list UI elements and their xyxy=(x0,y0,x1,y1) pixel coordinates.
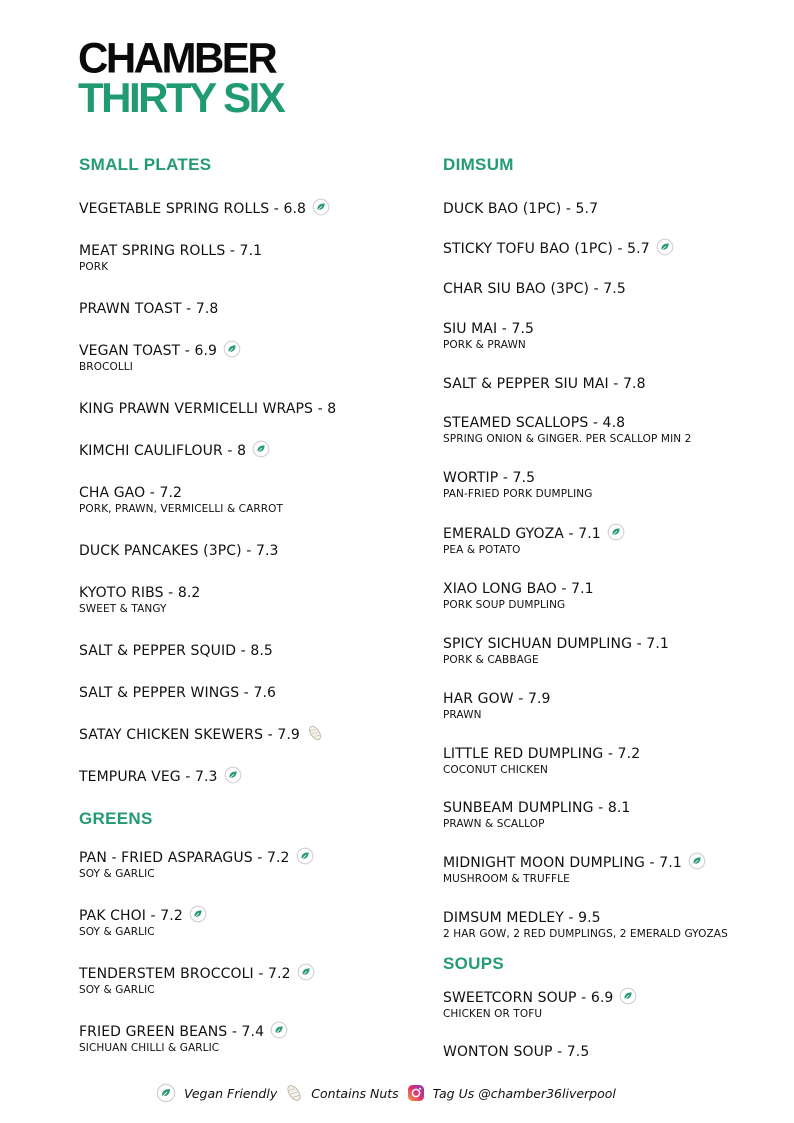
menu-item-name: STEAMED SCALLOPS - 4.8 xyxy=(443,415,626,431)
menu-item xyxy=(443,907,728,941)
vegan-leaf-icon xyxy=(224,766,242,784)
menu-item-name: VEGETABLE SPRING ROLLS - 6.8 xyxy=(79,201,307,217)
menu-item xyxy=(443,578,594,612)
menu-item-description: SOY & GARLIC xyxy=(79,926,155,938)
menu-item-name: MIDNIGHT MOON DUMPLING - 7.1 xyxy=(443,855,682,871)
menu-item xyxy=(443,852,706,886)
menu-item-row xyxy=(443,578,594,598)
menu-item xyxy=(443,238,674,258)
menu-item-name: CHAR SIU BAO (3PC) - 7.5 xyxy=(443,281,626,297)
menu-item-row xyxy=(79,482,283,502)
vegan-leaf-icon xyxy=(607,523,625,541)
vegan-leaf-icon xyxy=(297,963,315,981)
menu-item-name: HAR GOW - 7.9 xyxy=(443,691,551,707)
menu-item-description: MUSHROOM & TRUFFLE xyxy=(443,873,570,885)
brand-line-1: CHAMBER xyxy=(78,33,276,82)
menu-item xyxy=(79,340,241,374)
menu-item-name: KIMCHI CAULIFLOUR - 8 xyxy=(79,443,247,459)
menu-item xyxy=(79,766,242,786)
menu-item xyxy=(443,373,646,393)
menu-item xyxy=(443,198,598,218)
menu-item-description: SOY & GARLIC xyxy=(79,984,155,996)
menu-item-description: SWEET & TANGY xyxy=(79,603,167,615)
menu-item xyxy=(443,523,625,557)
menu-item xyxy=(443,688,551,722)
menu-item-name: TEMPURA VEG - 7.3 xyxy=(79,769,218,785)
menu-item-name: MEAT SPRING ROLLS - 7.1 xyxy=(79,243,263,259)
menu-item xyxy=(79,298,218,318)
menu-item xyxy=(79,724,324,744)
menu-item-row xyxy=(443,318,534,338)
menu-item xyxy=(443,743,640,777)
menu-item-row xyxy=(443,633,669,653)
menu-item-description: PORK & CABBAGE xyxy=(443,654,539,666)
menu-item-row xyxy=(443,523,625,543)
menu-item-row xyxy=(443,852,706,872)
nut-icon xyxy=(306,724,324,742)
menu-item-row xyxy=(79,298,218,318)
vegan-leaf-icon xyxy=(252,440,270,458)
section-title-greens: GREENS xyxy=(79,809,153,828)
menu-item-description: PRAWN & SCALLOP xyxy=(443,818,545,830)
menu-item-row xyxy=(443,1041,589,1061)
menu-item-description: PAN-FRIED PORK DUMPLING xyxy=(443,488,593,500)
menu-item-name: KING PRAWN VERMICELLI WRAPS - 8 xyxy=(79,401,337,417)
menu-item-name: PAK CHOI - 7.2 xyxy=(79,908,183,924)
menu-item xyxy=(79,540,279,560)
menu-item-name: PAN - FRIED ASPARAGUS - 7.2 xyxy=(79,850,290,866)
menu-item-row xyxy=(79,963,315,983)
menu-item-row xyxy=(79,766,242,786)
legend-footer xyxy=(156,1082,624,1104)
section-title-soups: SOUPS xyxy=(443,954,505,973)
menu-item-name: FRIED GREEN BEANS - 7.4 xyxy=(79,1024,265,1040)
menu-item xyxy=(79,847,314,881)
menu-item-name: CHA GAO - 7.2 xyxy=(79,485,183,501)
menu-item xyxy=(79,198,330,218)
menu-item-name: TENDERSTEM BROCCOLI - 7.2 xyxy=(79,966,291,982)
menu-item xyxy=(79,482,283,516)
menu-item-name: SUNBEAM DUMPLING - 8.1 xyxy=(443,800,631,816)
menu-item-row xyxy=(79,540,279,560)
menu-item-name: SALT & PEPPER SIU MAI - 7.8 xyxy=(443,376,646,392)
menu-item xyxy=(79,240,262,274)
nut-icon xyxy=(285,1083,303,1103)
menu-item xyxy=(443,278,626,298)
menu-item-row xyxy=(79,340,241,360)
menu-item-row xyxy=(79,240,262,260)
menu-item-row xyxy=(79,198,330,218)
vegan-leaf-icon xyxy=(619,987,637,1005)
menu-item-row xyxy=(443,907,728,927)
menu-item-name: XIAO LONG BAO - 7.1 xyxy=(443,581,594,597)
vegan-leaf-icon xyxy=(156,1083,176,1103)
menu-item xyxy=(443,1041,589,1061)
menu-item-name: WORTIP - 7.5 xyxy=(443,470,536,486)
vegan-leaf-icon xyxy=(656,238,674,256)
menu-item-description: 2 HAR GOW, 2 RED DUMPLINGS, 2 EMERALD GYOZAS xyxy=(443,928,728,940)
menu-item-description: CHICKEN OR TOFU xyxy=(443,1008,543,1020)
section-title-small-plates: SMALL PLATES xyxy=(79,155,212,174)
brand-logo xyxy=(78,33,284,121)
menu-item-description: SPRING ONION & GINGER. PER SCALLOP MIN 2 xyxy=(443,433,692,445)
menu-item xyxy=(79,682,276,702)
menu-item-row xyxy=(79,398,336,418)
menu-item xyxy=(443,467,593,501)
menu-item-row xyxy=(79,724,324,744)
menu-item-name: SATAY CHICKEN SKEWERS - 7.9 xyxy=(79,727,300,743)
vegan-leaf-icon xyxy=(296,847,314,865)
menu-item-description: BROCOLLI xyxy=(79,361,133,373)
menu-item-name: SALT & PEPPER SQUID - 8.5 xyxy=(79,643,273,659)
menu-item-name: EMERALD GYOZA - 7.1 xyxy=(443,526,601,542)
menu-item-row xyxy=(79,582,200,602)
menu-item-row xyxy=(443,987,637,1007)
menu-item xyxy=(79,905,207,939)
vegan-leaf-icon xyxy=(688,852,706,870)
menu-item xyxy=(79,440,270,460)
menu-item-row xyxy=(79,847,314,867)
menu-item-name: SWEETCORN SOUP - 6.9 xyxy=(443,990,614,1006)
menu-item-row xyxy=(79,440,270,460)
instagram-icon[interactable] xyxy=(407,1084,425,1102)
legend-instagram-label[interactable]: Tag Us @chamber36liverpool xyxy=(432,1085,616,1101)
menu-item-name: WONTON SOUP - 7.5 xyxy=(443,1044,590,1060)
brand-line-2: THIRTY SIX xyxy=(78,74,284,121)
legend-nuts-label: Contains Nuts xyxy=(311,1085,399,1101)
vegan-leaf-icon xyxy=(189,905,207,923)
menu-item-name: LITTLE RED DUMPLING - 7.2 xyxy=(443,746,641,762)
menu-item xyxy=(443,412,691,446)
menu-item-row xyxy=(79,905,207,925)
menu-item-name: PRAWN TOAST - 7.8 xyxy=(79,301,219,317)
menu-item xyxy=(443,633,669,667)
menu-item-row xyxy=(79,682,276,702)
menu-item xyxy=(79,640,273,660)
menu-item-description: PEA & POTATO xyxy=(443,544,521,556)
menu-item xyxy=(443,318,534,352)
menu-item xyxy=(79,963,315,997)
menu-item-description: PRAWN xyxy=(443,709,482,721)
menu-item-row xyxy=(443,412,691,432)
menu-item-row xyxy=(443,688,551,708)
menu-item-name: SIU MAI - 7.5 xyxy=(443,321,535,337)
menu-item xyxy=(443,987,637,1021)
menu-item-description: PORK xyxy=(79,261,109,273)
menu-item-row xyxy=(443,373,646,393)
menu-item-row xyxy=(443,797,630,817)
menu-item-row xyxy=(443,238,674,258)
menu-item xyxy=(79,398,336,418)
menu-item-row xyxy=(443,743,640,763)
menu-item-name: DUCK BAO (1PC) - 5.7 xyxy=(443,201,599,217)
menu-item-name: STICKY TOFU BAO (1PC) - 5.7 xyxy=(443,241,650,257)
menu-item xyxy=(79,1021,288,1055)
menu-item-name: VEGAN TOAST - 6.9 xyxy=(79,343,218,359)
section-title-dimsum: DIMSUM xyxy=(443,155,514,174)
vegan-leaf-icon xyxy=(270,1021,288,1039)
menu-item-description: COCONUT CHICKEN xyxy=(443,764,549,776)
menu-item-description: PORK, PRAWN, VERMICELLI & CARROT xyxy=(79,503,284,515)
menu-item-name: DUCK PANCAKES (3PC) - 7.3 xyxy=(79,543,279,559)
menu-item-row xyxy=(443,467,593,487)
vegan-leaf-icon xyxy=(312,198,330,216)
menu-item-name: SPICY SICHUAN DUMPLING - 7.1 xyxy=(443,636,669,652)
menu-item-row xyxy=(443,278,626,298)
menu-item-row xyxy=(79,1021,288,1041)
menu-item-description: PORK SOUP DUMPLING xyxy=(443,599,566,611)
menu-item-name: SALT & PEPPER WINGS - 7.6 xyxy=(79,685,277,701)
menu-item-description: PORK & PRAWN xyxy=(443,339,526,351)
menu-item-description: SOY & GARLIC xyxy=(79,868,155,880)
menu-item-description: SICHUAN CHILLI & GARLIC xyxy=(79,1042,220,1054)
vegan-leaf-icon xyxy=(223,340,241,358)
menu-item-row xyxy=(79,640,273,660)
legend-vegan-label: Vegan Friendly xyxy=(184,1085,278,1101)
menu-item xyxy=(443,797,630,831)
menu-item-name: KYOTO RIBS - 8.2 xyxy=(79,585,201,601)
menu-item-row xyxy=(443,198,598,218)
menu-item xyxy=(79,582,200,616)
menu-item-name: DIMSUM MEDLEY - 9.5 xyxy=(443,910,601,926)
